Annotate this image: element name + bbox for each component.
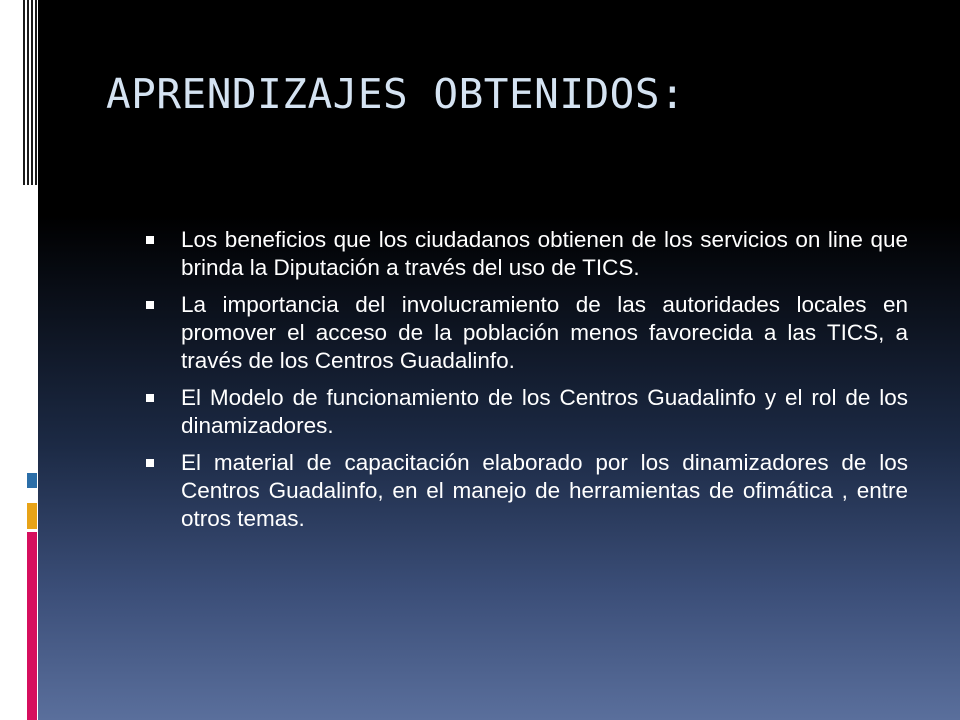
square-bullet-icon [146,394,154,402]
bullet-item [146,291,908,375]
bullet-text: El Modelo de funcionamiento de los Centros Guadalinfo y el rol de los dinamizadores. [181,385,908,438]
square-bullet-icon [146,236,154,244]
bullet-item [146,449,908,533]
accent-block-gold [27,503,37,529]
bullet-text: El material de capacitación elaborado por los dinamizadores de los Centros Guadalinfo, en el manejo de herramientas de ofimática , entre otros temas. [181,450,908,531]
square-bullet-icon [146,459,154,467]
bullet-text: La importancia del involucramiento de las autoridades locales en promover el acceso de la población menos favorecida a las TICS, a través de los Centros Guadalinfo. [181,292,908,373]
bullet-list [146,226,908,542]
slide-title: APRENDIZAJES OBTENIDOS: [106,70,686,118]
bullet-item [146,384,908,440]
bullet-text: Los beneficios que los ciudadanos obtienen de los servicios on line que brinda la Diputación a través del uso de TICS. [181,227,908,280]
accent-block-blue [27,473,37,488]
decorative-stripes [21,0,38,185]
accent-block-pink [27,532,37,720]
square-bullet-icon [146,301,154,309]
bullet-item [146,226,908,282]
